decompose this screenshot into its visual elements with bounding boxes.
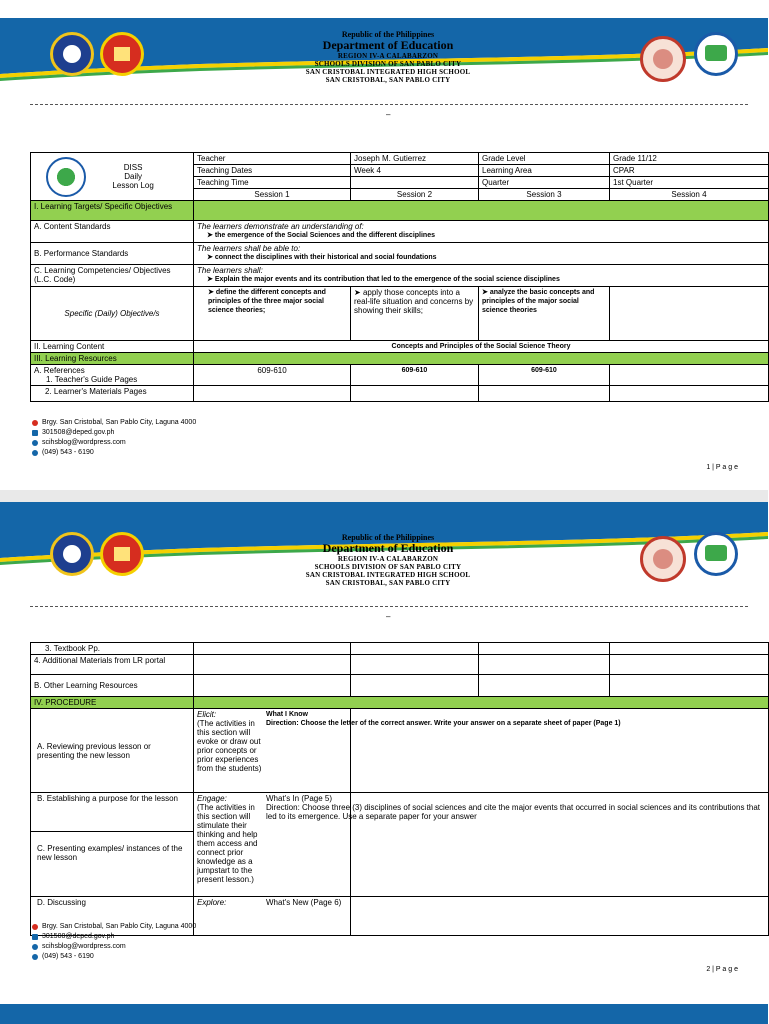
engage-description: (The activities in this section will stimulate their thinking and help them access and connect prior knowledge as a jumpstart to the present lesson.)	[197, 803, 258, 884]
b-c-label-cell	[31, 793, 194, 897]
school-seal-logo	[640, 536, 686, 582]
department-title: Department of Education	[322, 541, 454, 555]
performance-standards-label: B. Performance Standards	[31, 243, 194, 265]
lesson-log-table	[30, 152, 769, 402]
region-seal-logo	[100, 32, 144, 76]
whats-in-cell	[266, 793, 769, 897]
learning-content-label: II. Learning Content	[31, 341, 194, 353]
division-seal-logo	[694, 532, 738, 576]
objective-session-2: ➤ apply those concepts into a real-life situation and concerns by showing their skills;	[351, 287, 479, 341]
quarter-value: 1st Quarter	[610, 177, 769, 189]
textbook-label: 3. Textbook Pp.	[31, 643, 194, 655]
page-gap	[0, 490, 768, 502]
session-4-header: Session 4	[610, 189, 769, 201]
whats-in-direction: Direction: Choose three (3) disciplines of social sciences and cite the major events that occurred in social sciences and its contributions that led to its emergence. Use a separate paper for your answer	[266, 803, 761, 821]
dll-title-cell	[31, 153, 194, 201]
footer-phone: (049) 543 - 6190	[42, 953, 94, 960]
republic-label: Republic of the Philippines	[341, 533, 435, 542]
discussing-label: D. Discussing	[31, 897, 194, 936]
dashed-divider	[30, 606, 748, 607]
area-label: Learning Area	[479, 165, 610, 177]
explore-title: Explore:	[194, 897, 351, 936]
document-page-2	[0, 502, 768, 982]
phone-icon	[32, 954, 38, 960]
page-number: 1 | P a g e	[706, 464, 738, 471]
references-label: A. References	[34, 366, 85, 375]
school-label: SAN CRISTOBAL INTEGRATED HIGH SCHOOL	[305, 68, 471, 76]
competencies-label: C. Learning Competencies/ Objectives (L.C. Code)	[31, 265, 194, 287]
session-3-header: Session 3	[479, 189, 610, 201]
performance-standards-bullet: connect the disciplines with their historical and social foundations	[214, 254, 437, 261]
region-label: REGION IV-A CALABARZON	[337, 52, 439, 60]
address-label: SAN CRISTOBAL, SAN PABLO CITY	[325, 579, 451, 587]
objective-session-3: ➤ analyze the basic concepts and principles of the major social science theories	[479, 287, 610, 341]
location-pin-icon	[32, 420, 38, 426]
procedure-label: IV. PROCEDURE	[31, 697, 194, 709]
performance-standards-value: The learners shall be able to: ➤ connect the disciplines with their historical and social foundations	[194, 243, 769, 265]
dll-title-line: Daily	[124, 172, 142, 181]
footer-address: Brgy. San Cristobal, San Pablo City, Laguna 4000	[42, 923, 197, 930]
email-icon	[32, 430, 38, 436]
document-page-1	[0, 0, 768, 490]
time-value	[351, 177, 479, 189]
footer-blog: scihsblog@wordpress.com	[42, 943, 126, 950]
division-seal-logo	[694, 32, 738, 76]
tg-pages-session-2: 609-610	[351, 365, 479, 386]
school-label: SAN CRISTOBAL INTEGRATED HIGH SCHOOL	[305, 571, 471, 579]
elicit-title: Elicit:	[197, 710, 217, 719]
specific-objectives-label: Specific (Daily) Objective/s	[31, 287, 194, 341]
dll-title-line: DISS	[123, 163, 143, 172]
what-i-know-direction: Direction: Choose the letter of the correct answer. Write your answer on a separate sheet of paper (Page 1)	[266, 720, 621, 727]
dates-value: Week 4	[351, 165, 479, 177]
time-label: Teaching Time	[194, 177, 351, 189]
session-2-header: Session 2	[351, 189, 479, 201]
other-resources-label: B. Other Learning Resources	[31, 675, 194, 697]
deped-seal-logo	[50, 32, 94, 76]
what-i-know-title: What I Know	[266, 711, 308, 718]
whats-in-title: What's In (Page 5)	[266, 794, 332, 803]
address-label: SAN CRISTOBAL, SAN PABLO CITY	[325, 76, 451, 84]
dll-title-line: Lesson Log	[112, 181, 154, 190]
globe-icon	[32, 944, 38, 950]
teacher-label: Teacher	[194, 153, 351, 165]
division-label: SCHOOLS DIVISION OF SAN PABLO CITY	[314, 60, 462, 68]
page-number: 2 | P a g e	[706, 966, 738, 973]
establishing-purpose-label: B. Establishing a purpose for the lesson	[31, 793, 193, 832]
globe-icon	[32, 440, 38, 446]
deped-seal-logo	[50, 532, 94, 576]
content-standards-bullet: the emergence of the Social Sciences and the different disciplines	[214, 232, 435, 239]
footer-phone: (049) 543 - 6190	[42, 449, 94, 456]
whats-new-title: What's New (Page 6)	[266, 898, 342, 907]
region-seal-logo	[100, 532, 144, 576]
dates-label: Teaching Dates	[194, 165, 351, 177]
competencies-bullet: Explain the major events and its contribution that led to the emergence of the social science disciplines	[214, 276, 560, 283]
next-page-banner	[0, 1004, 768, 1024]
objective-session-1: ➤ define the different concepts and principles of the three major social science theories;	[194, 287, 351, 341]
session-1-header: Session 1	[194, 189, 351, 201]
elicit-description: (The activities in this section will evoke or draw out prior concepts or prior experiences from the students)	[197, 719, 262, 773]
school-seal-logo	[640, 36, 686, 82]
dashed-divider	[30, 104, 748, 105]
tg-pages-session-1: 609-610	[194, 365, 351, 386]
competencies-value: The learners shall: ➤ Explain the major events and its contribution that led to the emergence of the social science disciplines	[194, 265, 769, 287]
footer-email: 301508@deped.gov.ph	[42, 933, 115, 940]
location-pin-icon	[32, 924, 38, 930]
grade-value: Grade 11/12	[610, 153, 769, 165]
reviewing-lesson-label: A. Reviewing previous lesson or presenting the new lesson	[31, 709, 194, 793]
content-standards-label: A. Content Standards	[31, 221, 194, 243]
learners-materials-label: 2. Learner's Materials Pages	[31, 386, 194, 402]
additional-materials-label: 4. Additional Materials from LR portal	[31, 655, 194, 675]
phone-icon	[32, 450, 38, 456]
dash-mark: –	[386, 110, 391, 119]
procedure-table	[30, 642, 769, 936]
learning-content-value: Concepts and Principles of the Social Science Theory	[194, 341, 769, 353]
school-logo-small	[46, 157, 86, 197]
area-value: CPAR	[610, 165, 769, 177]
what-i-know-cell	[266, 709, 769, 793]
division-label: SCHOOLS DIVISION OF SAN PABLO CITY	[314, 563, 462, 571]
footer-email: 301508@deped.gov.ph	[42, 429, 115, 436]
contact-footer	[32, 418, 196, 458]
document-header	[200, 533, 576, 587]
references-cell	[31, 365, 194, 386]
email-icon	[32, 934, 38, 940]
footer-address: Brgy. San Cristobal, San Pablo City, Laguna 4000	[42, 419, 197, 426]
learning-targets-label: I. Learning Targets/ Specific Objectives	[31, 201, 194, 221]
contact-footer	[32, 922, 196, 962]
dash-mark: –	[386, 612, 391, 621]
department-title: Department of Education	[322, 38, 454, 52]
quarter-label: Quarter	[479, 177, 610, 189]
teacher-value: Joseph M. Gutierrez	[351, 153, 479, 165]
teachers-guide-label: 1. Teacher's Guide Pages	[46, 375, 138, 384]
region-label: REGION IV-A CALABARZON	[337, 555, 439, 563]
republic-label: Republic of the Philippines	[341, 30, 435, 39]
presenting-examples-label: C. Presenting examples/ instances of the new lesson	[37, 844, 183, 862]
footer-blog: scihsblog@wordpress.com	[42, 439, 126, 446]
grade-label: Grade Level	[479, 153, 610, 165]
tg-pages-session-3: 609-610	[479, 365, 610, 386]
document-header	[200, 30, 576, 84]
engage-title: Engage:	[197, 794, 227, 803]
learning-resources-label: III. Learning Resources	[31, 353, 194, 365]
content-standards-value: The learners demonstrate an understanding of: ➤ the emergence of the Social Sciences and the different disciplines	[194, 221, 769, 243]
